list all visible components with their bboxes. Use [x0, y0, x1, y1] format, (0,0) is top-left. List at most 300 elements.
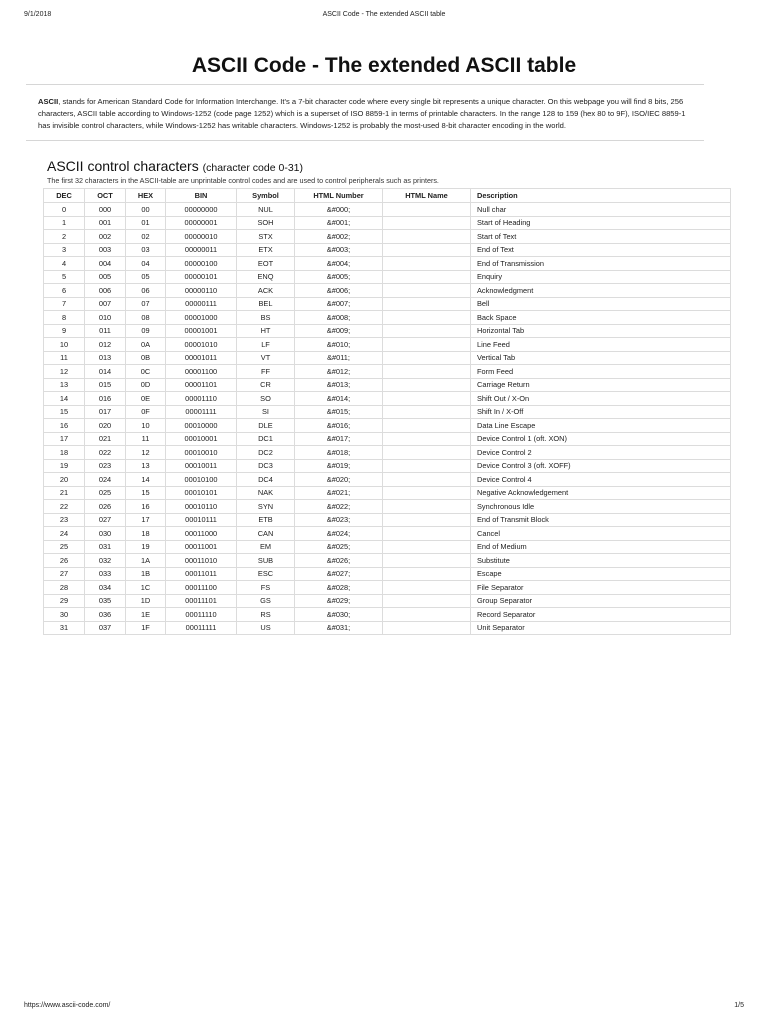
page-title: ASCII Code - The extended ASCII table [191, 54, 577, 77]
cell-dec: 29 [44, 594, 85, 608]
cell-hex: 0F [126, 405, 166, 419]
header-description: Description [471, 189, 731, 203]
cell-oct: 012 [85, 338, 126, 352]
header-html-name: HTML Name [383, 189, 471, 203]
table-body [44, 203, 731, 635]
cell-html-name [383, 392, 471, 406]
cell-description: Carriage Return [471, 378, 731, 392]
cell-html-number: &#017; [295, 432, 383, 446]
cell-dec: 1 [44, 216, 85, 230]
table-row [44, 419, 731, 433]
cell-oct: 016 [85, 392, 126, 406]
cell-symbol: LF [237, 338, 295, 352]
cell-html-name [383, 540, 471, 554]
cell-oct: 021 [85, 432, 126, 446]
table-row [44, 392, 731, 406]
cell-bin: 00001011 [166, 351, 237, 365]
cell-dec: 12 [44, 365, 85, 379]
cell-bin: 00011111 [166, 621, 237, 635]
cell-html-name [383, 378, 471, 392]
cell-description: Device Control 2 [471, 446, 731, 460]
cell-html-number: &#018; [295, 446, 383, 460]
cell-bin: 00001101 [166, 378, 237, 392]
table-row [44, 338, 731, 352]
cell-bin: 00011001 [166, 540, 237, 554]
cell-html-name [383, 405, 471, 419]
cell-symbol: CR [237, 378, 295, 392]
cell-dec: 27 [44, 567, 85, 581]
cell-symbol: CAN [237, 527, 295, 541]
cell-description: Escape [471, 567, 731, 581]
cell-hex: 03 [126, 243, 166, 257]
cell-description: Form Feed [471, 365, 731, 379]
table-row [44, 446, 731, 460]
cell-html-name [383, 365, 471, 379]
header-dec: DEC [44, 189, 85, 203]
cell-html-name [383, 554, 471, 568]
cell-html-number: &#005; [295, 270, 383, 284]
section-subtitle: (character code 0-31) [202, 162, 304, 174]
print-date: 9/1/2018 [24, 11, 52, 18]
cell-dec: 4 [44, 257, 85, 271]
cell-hex: 0B [126, 351, 166, 365]
table-row [44, 473, 731, 487]
cell-symbol: ESC [237, 567, 295, 581]
cell-hex: 0A [126, 338, 166, 352]
cell-dec: 31 [44, 621, 85, 635]
cell-html-name [383, 284, 471, 298]
cell-symbol: FF [237, 365, 295, 379]
cell-bin: 00010101 [166, 486, 237, 500]
cell-hex: 09 [126, 324, 166, 338]
table-row [44, 567, 731, 581]
cell-hex: 12 [126, 446, 166, 460]
cell-description: Vertical Tab [471, 351, 731, 365]
cell-html-name [383, 513, 471, 527]
cell-html-name [383, 243, 471, 257]
cell-description: Unit Separator [471, 621, 731, 635]
cell-html-number: &#004; [295, 257, 383, 271]
cell-hex: 0D [126, 378, 166, 392]
cell-symbol: ACK [237, 284, 295, 298]
cell-bin: 00001100 [166, 365, 237, 379]
cell-html-number: &#020; [295, 473, 383, 487]
cell-html-name [383, 594, 471, 608]
table-row [44, 527, 731, 541]
table-row [44, 594, 731, 608]
cell-html-number: &#027; [295, 567, 383, 581]
cell-hex: 0E [126, 392, 166, 406]
cell-oct: 026 [85, 500, 126, 514]
cell-description: Bell [471, 297, 731, 311]
table-row [44, 621, 731, 635]
cell-html-number: &#016; [295, 419, 383, 433]
cell-description: Line Feed [471, 338, 731, 352]
cell-html-number: &#026; [295, 554, 383, 568]
cell-description: Null char [471, 203, 731, 217]
table-row [44, 257, 731, 271]
cell-symbol: DLE [237, 419, 295, 433]
section-title: ASCII control characters [47, 158, 199, 174]
cell-oct: 000 [85, 203, 126, 217]
cell-hex: 1F [126, 621, 166, 635]
cell-oct: 037 [85, 621, 126, 635]
cell-symbol: SOH [237, 216, 295, 230]
cell-symbol: GS [237, 594, 295, 608]
cell-bin: 00000010 [166, 230, 237, 244]
cell-dec: 25 [44, 540, 85, 554]
cell-oct: 002 [85, 230, 126, 244]
cell-html-name [383, 486, 471, 500]
cell-symbol: FS [237, 581, 295, 595]
table-row [44, 459, 731, 473]
cell-dec: 22 [44, 500, 85, 514]
cell-html-number: &#001; [295, 216, 383, 230]
cell-html-number: &#002; [295, 230, 383, 244]
table-header-row [44, 189, 731, 203]
cell-html-name [383, 230, 471, 244]
cell-html-number: &#015; [295, 405, 383, 419]
table-row [44, 486, 731, 500]
cell-oct: 005 [85, 270, 126, 284]
intro-text: , stands for American Standard Code for Information Interchange. It's a 7-bit character code where every single bit represents a unique character. On this webpage you will find 8 bits, 256 characters, ASCII table according to Windows-1252 (code page 1252) which is a superset of ISO 8859-1 in terms of printable characters. In the range 128 to 159 (hex 80 to 9F), ISO/IEC 8859-1 has invisible control characters, while Windows-1252 has writable characters. Windows-1252 is probably the most-used 8-bit character encoding in the world. [38, 97, 686, 130]
cell-description: End of Transmission [471, 257, 731, 271]
cell-symbol: ETX [237, 243, 295, 257]
cell-hex: 14 [126, 473, 166, 487]
cell-html-name [383, 500, 471, 514]
cell-bin: 00001111 [166, 405, 237, 419]
cell-dec: 18 [44, 446, 85, 460]
cell-dec: 28 [44, 581, 85, 595]
cell-oct: 030 [85, 527, 126, 541]
cell-hex: 02 [126, 230, 166, 244]
cell-symbol: BEL [237, 297, 295, 311]
cell-description: End of Transmit Block [471, 513, 731, 527]
cell-html-number: &#029; [295, 594, 383, 608]
cell-description: Data Line Escape [471, 419, 731, 433]
table-row [44, 405, 731, 419]
cell-html-name [383, 257, 471, 271]
cell-description: Horizontal Tab [471, 324, 731, 338]
cell-html-number: &#022; [295, 500, 383, 514]
cell-html-name [383, 446, 471, 460]
cell-html-number: &#008; [295, 311, 383, 325]
cell-symbol: DC3 [237, 459, 295, 473]
cell-oct: 022 [85, 446, 126, 460]
cell-hex: 06 [126, 284, 166, 298]
cell-dec: 13 [44, 378, 85, 392]
table-row [44, 500, 731, 514]
cell-html-number: &#012; [295, 365, 383, 379]
cell-bin: 00010000 [166, 419, 237, 433]
cell-html-name [383, 324, 471, 338]
cell-dec: 0 [44, 203, 85, 217]
cell-dec: 6 [44, 284, 85, 298]
print-page-title: ASCII Code - The extended ASCII table [322, 11, 446, 18]
cell-bin: 00011010 [166, 554, 237, 568]
cell-dec: 8 [44, 311, 85, 325]
cell-dec: 21 [44, 486, 85, 500]
header-bin: BIN [166, 189, 237, 203]
cell-description: Enquiry [471, 270, 731, 284]
print-url: https://www.ascii-code.com/ [24, 1002, 111, 1009]
cell-oct: 001 [85, 216, 126, 230]
ascii-control-table [43, 188, 731, 635]
cell-symbol: VT [237, 351, 295, 365]
cell-symbol: ETB [237, 513, 295, 527]
cell-html-name [383, 581, 471, 595]
cell-oct: 013 [85, 351, 126, 365]
cell-oct: 023 [85, 459, 126, 473]
cell-dec: 17 [44, 432, 85, 446]
cell-bin: 00011011 [166, 567, 237, 581]
cell-bin: 00011110 [166, 608, 237, 622]
cell-hex: 16 [126, 500, 166, 514]
cell-hex: 1A [126, 554, 166, 568]
cell-oct: 033 [85, 567, 126, 581]
cell-dec: 9 [44, 324, 85, 338]
cell-hex: 15 [126, 486, 166, 500]
cell-html-number: &#019; [295, 459, 383, 473]
cell-symbol: EOT [237, 257, 295, 271]
cell-description: Device Control 1 (oft. XON) [471, 432, 731, 446]
print-footer [0, 1002, 768, 1012]
cell-html-number: &#011; [295, 351, 383, 365]
cell-bin: 00010100 [166, 473, 237, 487]
cell-oct: 014 [85, 365, 126, 379]
cell-hex: 1D [126, 594, 166, 608]
cell-html-name [383, 297, 471, 311]
cell-symbol: SUB [237, 554, 295, 568]
cell-html-name [383, 311, 471, 325]
cell-html-name [383, 419, 471, 433]
cell-symbol: BS [237, 311, 295, 325]
title-divider [26, 84, 704, 85]
cell-description: Shift Out / X-On [471, 392, 731, 406]
cell-symbol: SYN [237, 500, 295, 514]
cell-html-name [383, 203, 471, 217]
cell-symbol: STX [237, 230, 295, 244]
table-row [44, 540, 731, 554]
cell-symbol: SI [237, 405, 295, 419]
table-row [44, 216, 731, 230]
cell-hex: 1E [126, 608, 166, 622]
cell-symbol: DC2 [237, 446, 295, 460]
cell-hex: 04 [126, 257, 166, 271]
cell-html-number: &#030; [295, 608, 383, 622]
cell-html-name [383, 338, 471, 352]
intro-term: ASCII [38, 97, 59, 106]
cell-description: Group Separator [471, 594, 731, 608]
table-row [44, 230, 731, 244]
table-row [44, 513, 731, 527]
cell-description: End of Medium [471, 540, 731, 554]
intro-divider [26, 140, 704, 141]
cell-html-number: &#021; [295, 486, 383, 500]
cell-bin: 00011101 [166, 594, 237, 608]
cell-oct: 011 [85, 324, 126, 338]
cell-description: Device Control 3 (oft. XOFF) [471, 459, 731, 473]
cell-dec: 11 [44, 351, 85, 365]
cell-oct: 024 [85, 473, 126, 487]
table-row [44, 243, 731, 257]
cell-oct: 006 [85, 284, 126, 298]
section-description: The first 32 characters in the ASCII-table are unprintable control codes and are used to control peripherals such as printers. [47, 176, 439, 185]
cell-dec: 30 [44, 608, 85, 622]
cell-html-name [383, 459, 471, 473]
table-row [44, 351, 731, 365]
cell-html-number: &#006; [295, 284, 383, 298]
cell-dec: 15 [44, 405, 85, 419]
header-oct: OCT [85, 189, 126, 203]
cell-oct: 035 [85, 594, 126, 608]
cell-description: Record Separator [471, 608, 731, 622]
cell-html-name [383, 270, 471, 284]
cell-bin: 00010111 [166, 513, 237, 527]
cell-bin: 00010001 [166, 432, 237, 446]
cell-html-number: &#000; [295, 203, 383, 217]
cell-symbol: RS [237, 608, 295, 622]
cell-bin: 00000110 [166, 284, 237, 298]
cell-bin: 00000000 [166, 203, 237, 217]
cell-oct: 003 [85, 243, 126, 257]
cell-bin: 00010110 [166, 500, 237, 514]
cell-description: Start of Text [471, 230, 731, 244]
table-row [44, 581, 731, 595]
print-header [0, 11, 768, 21]
cell-oct: 010 [85, 311, 126, 325]
section-heading [47, 158, 303, 174]
cell-description: Shift In / X-Off [471, 405, 731, 419]
cell-hex: 07 [126, 297, 166, 311]
cell-description: Device Control 4 [471, 473, 731, 487]
cell-html-number: &#028; [295, 581, 383, 595]
cell-symbol: DC4 [237, 473, 295, 487]
cell-description: Start of Heading [471, 216, 731, 230]
cell-description: Cancel [471, 527, 731, 541]
cell-symbol: HT [237, 324, 295, 338]
cell-hex: 10 [126, 419, 166, 433]
cell-html-number: &#003; [295, 243, 383, 257]
cell-oct: 017 [85, 405, 126, 419]
cell-bin: 00011000 [166, 527, 237, 541]
cell-html-number: &#014; [295, 392, 383, 406]
header-hex: HEX [126, 189, 166, 203]
table-row [44, 324, 731, 338]
cell-bin: 00000100 [166, 257, 237, 271]
print-page-number: 1/5 [734, 1002, 744, 1009]
cell-hex: 11 [126, 432, 166, 446]
cell-bin: 00001110 [166, 392, 237, 406]
cell-oct: 007 [85, 297, 126, 311]
cell-html-number: &#013; [295, 378, 383, 392]
cell-html-name [383, 432, 471, 446]
table-row [44, 608, 731, 622]
cell-bin: 00001010 [166, 338, 237, 352]
cell-bin: 00010010 [166, 446, 237, 460]
cell-symbol: US [237, 621, 295, 635]
cell-hex: 08 [126, 311, 166, 325]
cell-bin: 00000101 [166, 270, 237, 284]
table-row [44, 203, 731, 217]
cell-dec: 2 [44, 230, 85, 244]
cell-dec: 7 [44, 297, 85, 311]
cell-bin: 00000011 [166, 243, 237, 257]
table-row [44, 270, 731, 284]
cell-bin: 00001001 [166, 324, 237, 338]
cell-symbol: DC1 [237, 432, 295, 446]
cell-html-number: &#031; [295, 621, 383, 635]
table-row [44, 378, 731, 392]
cell-description: End of Text [471, 243, 731, 257]
cell-symbol: EM [237, 540, 295, 554]
cell-oct: 034 [85, 581, 126, 595]
cell-dec: 14 [44, 392, 85, 406]
cell-description: Synchronous Idle [471, 500, 731, 514]
cell-html-name [383, 216, 471, 230]
table-row [44, 311, 731, 325]
cell-symbol: ENQ [237, 270, 295, 284]
cell-html-number: &#010; [295, 338, 383, 352]
cell-dec: 5 [44, 270, 85, 284]
table-row [44, 432, 731, 446]
cell-html-number: &#025; [295, 540, 383, 554]
cell-oct: 015 [85, 378, 126, 392]
cell-bin: 00011100 [166, 581, 237, 595]
cell-symbol: NAK [237, 486, 295, 500]
cell-html-name [383, 567, 471, 581]
cell-oct: 031 [85, 540, 126, 554]
cell-hex: 05 [126, 270, 166, 284]
cell-bin: 00001000 [166, 311, 237, 325]
cell-hex: 0C [126, 365, 166, 379]
cell-dec: 23 [44, 513, 85, 527]
cell-description: Acknowledgment [471, 284, 731, 298]
cell-dec: 24 [44, 527, 85, 541]
cell-oct: 036 [85, 608, 126, 622]
cell-html-number: &#024; [295, 527, 383, 541]
cell-description: Negative Acknowledgement [471, 486, 731, 500]
intro-paragraph [38, 96, 698, 132]
header-symbol: Symbol [237, 189, 295, 203]
cell-bin: 00010011 [166, 459, 237, 473]
cell-html-name [383, 527, 471, 541]
cell-description: Substitute [471, 554, 731, 568]
cell-html-number: &#009; [295, 324, 383, 338]
cell-description: File Separator [471, 581, 731, 595]
cell-description: Back Space [471, 311, 731, 325]
cell-dec: 3 [44, 243, 85, 257]
cell-oct: 004 [85, 257, 126, 271]
cell-bin: 00000111 [166, 297, 237, 311]
cell-hex: 13 [126, 459, 166, 473]
cell-dec: 20 [44, 473, 85, 487]
cell-html-name [383, 608, 471, 622]
cell-html-name [383, 621, 471, 635]
cell-oct: 025 [85, 486, 126, 500]
cell-html-name [383, 473, 471, 487]
cell-hex: 19 [126, 540, 166, 554]
cell-html-number: &#023; [295, 513, 383, 527]
cell-dec: 19 [44, 459, 85, 473]
table-row [44, 297, 731, 311]
cell-oct: 027 [85, 513, 126, 527]
cell-html-name [383, 351, 471, 365]
cell-bin: 00000001 [166, 216, 237, 230]
cell-hex: 01 [126, 216, 166, 230]
cell-symbol: SO [237, 392, 295, 406]
table-row [44, 284, 731, 298]
